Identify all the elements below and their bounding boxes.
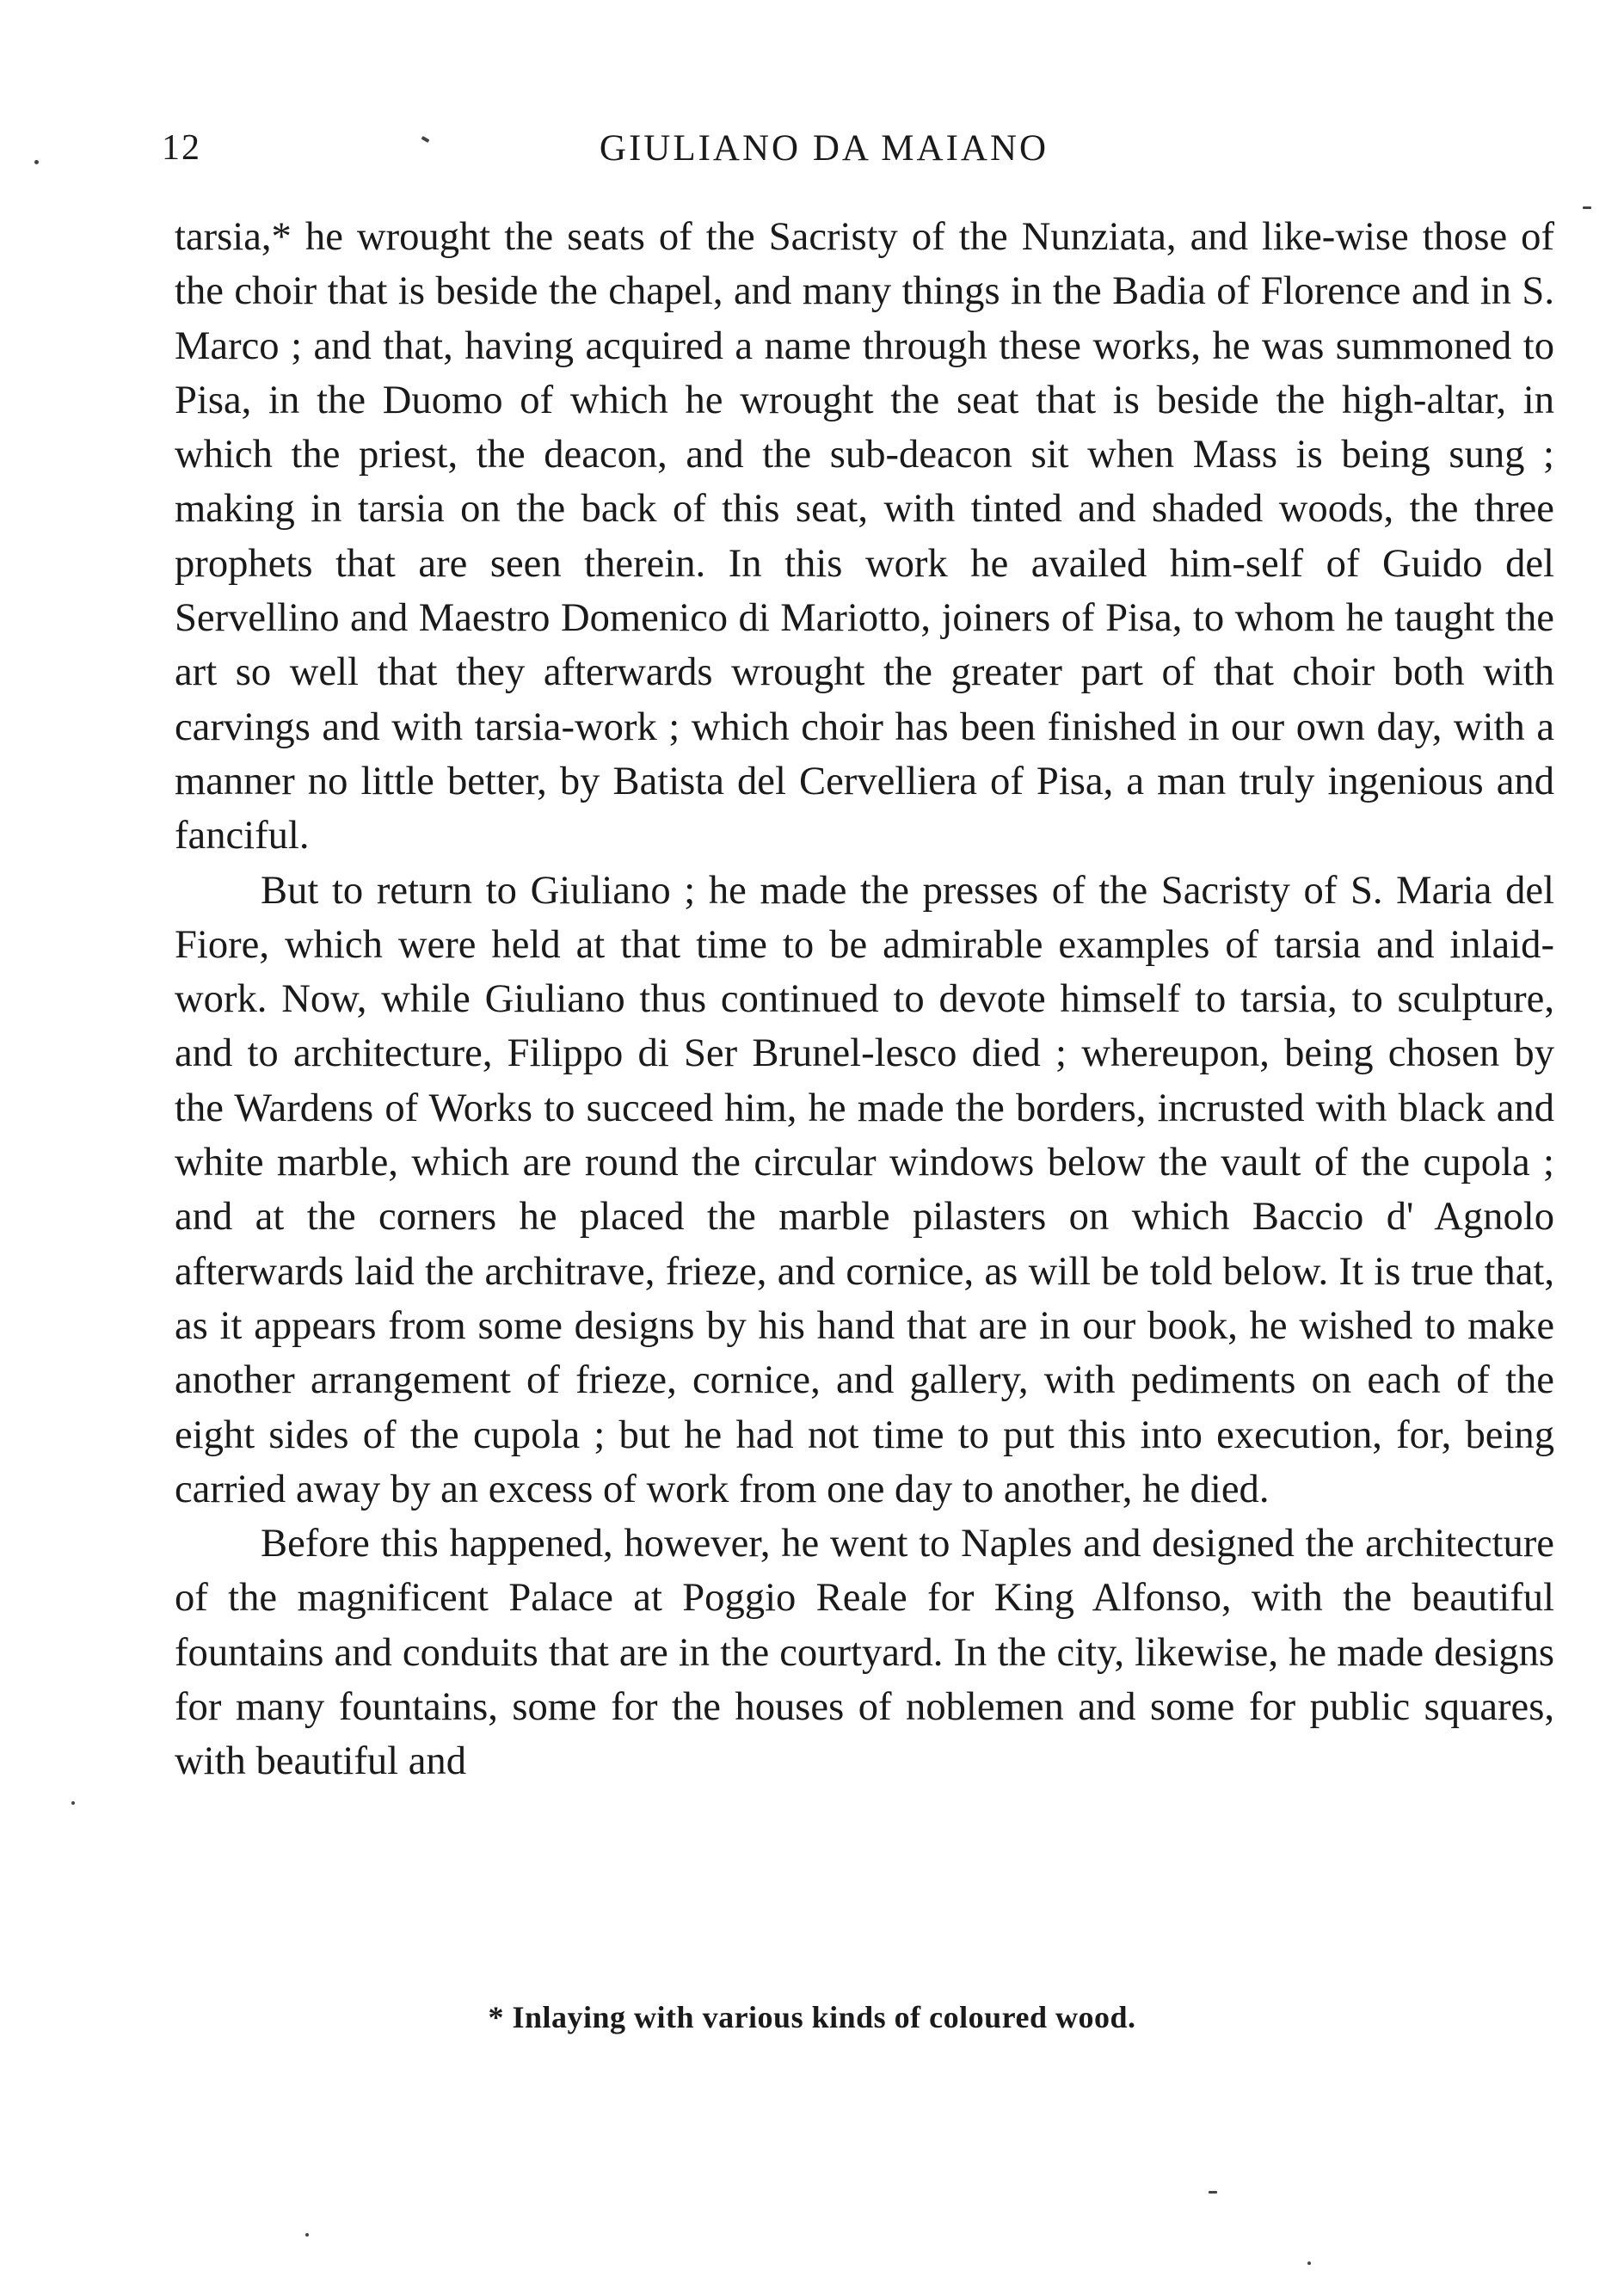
scan-speck <box>71 1801 75 1805</box>
paragraph: Before this happened, however, he went to Naples and designed the architecture of the magnificent Palace at Poggio Reale for King Alfonso, with the beautiful fountains and conduits that are in the courtyard. In the city, likewise, he made designs for many fountains, some for the houses of noblemen and some for public squares, with beautiful and <box>175 1521 1554 1784</box>
body-text <box>175 210 1554 1789</box>
running-title: GIULIANO DA MAIANO <box>599 128 1049 169</box>
paragraph: tarsia,* he wrought the seats of the Sacristy of the Nunziata, and like-wise those of the choir that is beside the chapel, and many things in the Badia of Florence and in S. Marco ; and that, having acquired a name through these works, he was summoned to Pisa, in the Duomo of which he wrought the seat that is beside the high-altar, in which the priest, the deacon, and the sub-deacon sit when Mass is being sung ; making in tarsia on the back of this seat, with tinted and shaded woods, the three prophets that are seen therein. In this work he availed him-self of Guido del Servellino and Maestro Domenico di Mariotto, joiners of Pisa, to whom he taught the art so well that they afterwards wrought the greater part of that choir both with carvings and with tarsia-work ; which choir has been finished in our own day, with a manner no little better, by Batista del Cervelliera of Pisa, a man truly ingenious and fanciful. <box>175 214 1554 858</box>
running-header <box>153 127 1495 179</box>
footnote: * Inlaying with various kinds of coloured wood. <box>488 2000 1136 2034</box>
scan-speck <box>34 160 39 164</box>
paragraph: But to return to Giuliano ; he made the presses of the Sacristy of S. Maria del Fiore, which were held at that time to be admirable examples of tarsia and inlaid-work. Now, while Giuliano thus continued to devote himself to tarsia, to sculpture, and to architecture, Filippo di Ser Brunel-lesco died ; whereupon, being chosen by the Wardens of Works to succeed him, he made the borders, incrusted with black and white marble, which are round the circular windows below the vault of the cupola ; and at the corners he placed the marble pilasters on which Baccio d' Agnolo afterwards laid the architrave, frieze, and cornice, as will be told below. It is true that, as it appears from some designs by his hand that are in our book, he wished to make another arrangement of frieze, cornice, and gallery, with pediments on each of the eight sides of the cupola ; but he had not time to put this into execution, for, being carried away by an excess of work from one day to another, he died. <box>175 867 1554 1511</box>
scan-speck <box>305 2233 309 2237</box>
scan-speck <box>1307 2261 1311 2265</box>
scan-speck <box>1583 206 1591 209</box>
scan-speck <box>1209 2191 1217 2194</box>
page-number: 12 <box>162 128 201 168</box>
